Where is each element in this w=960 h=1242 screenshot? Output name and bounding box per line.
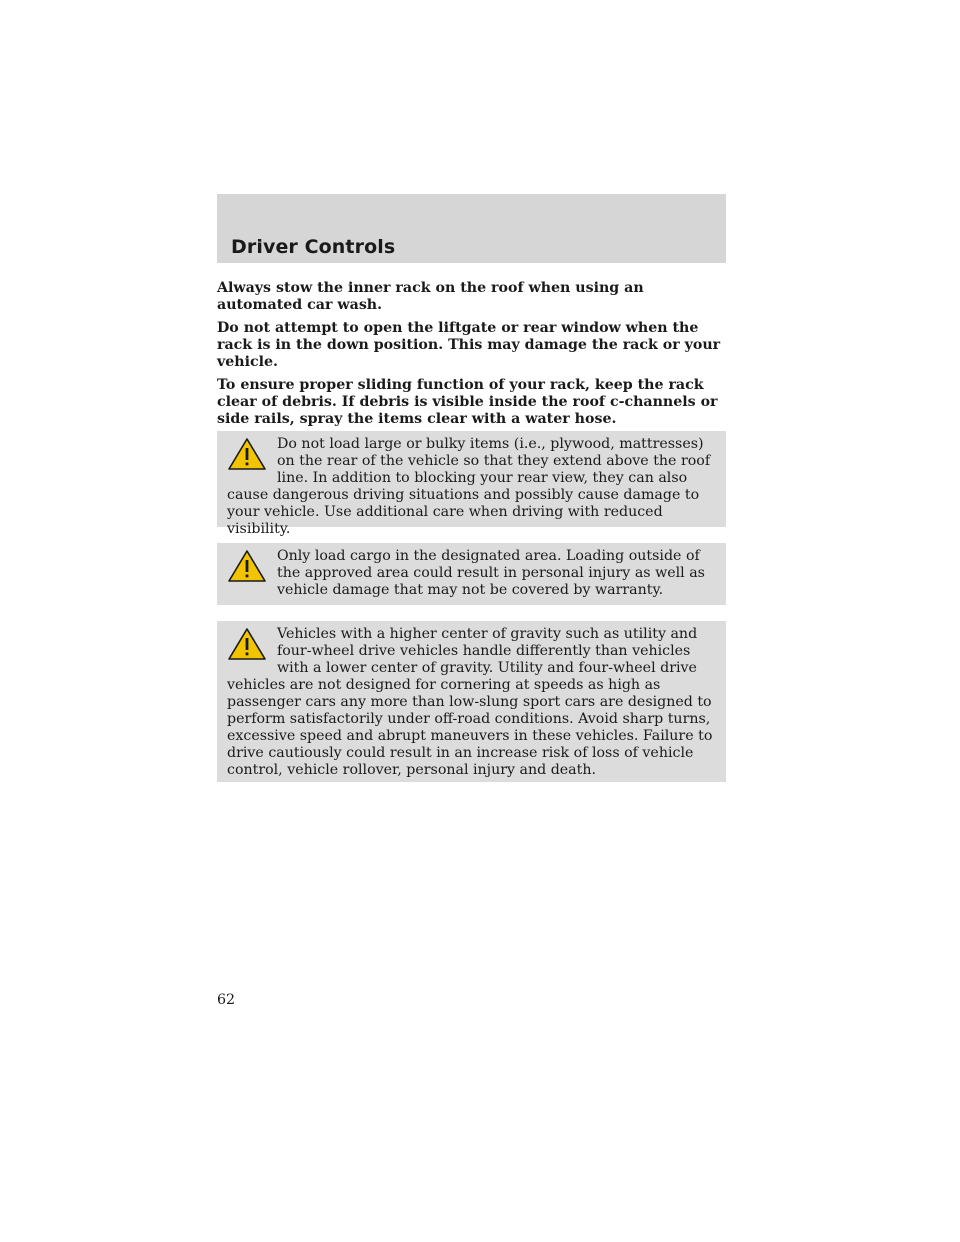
warning-text: Vehicles with a higher center of gravity such as utility and four-wheel drive vehicles handle differently than vehicles with a lower center of gravity. Utility and four-wheel drive vehicles are not designed for cornering at speeds as high as passenger cars any more than low-slung sport cars are designed to perform satisfactorily under off-road conditions. Avoid sharp turns, excessive speed and abrupt maneuvers in these vehicles. Failure to drive cautiously could result in an increase risk of loss of vehicle control, vehicle rollover, personal injury and death. — [227, 626, 713, 778]
warning-text: Only load cargo in the designated area. Loading outside of the approved area could result in personal injury as well as vehicle damage that may not be covered by warranty. — [277, 548, 705, 598]
warning-box-center-of-gravity — [217, 621, 726, 782]
warning-triangle-icon — [227, 437, 267, 471]
warning-triangle-icon — [227, 627, 267, 661]
paragraph-liftgate: Do not attempt to open the liftgate or rear window when the rack is in the down position. This may damage the rack or your vehicle. — [217, 320, 721, 370]
warning-box-cargo-area — [217, 543, 726, 605]
section-header-band — [217, 194, 726, 263]
paragraph-debris: To ensure proper sliding function of your rack, keep the rack clear of debris. If debris is visible inside the roof c-channels or side rails, spray the items clear with a water hose. — [217, 377, 718, 427]
paragraph-car-wash: Always stow the inner rack on the roof when using an automated car wash. — [217, 280, 644, 313]
page-number: 62 — [217, 992, 236, 1008]
warning-text: Do not load large or bulky items (i.e., plywood, mattresses) on the rear of the vehicle so that they extend above the roof line. In addition to blocking your rear view, they can also cause dangerous driving situations and possibly cause damage to your vehicle. Use additional care when driving with reduced visibility. — [227, 436, 711, 537]
section-title: Driver Controls — [231, 236, 396, 258]
warning-triangle-icon — [227, 549, 267, 583]
warning-box-bulky-items — [217, 431, 726, 537]
